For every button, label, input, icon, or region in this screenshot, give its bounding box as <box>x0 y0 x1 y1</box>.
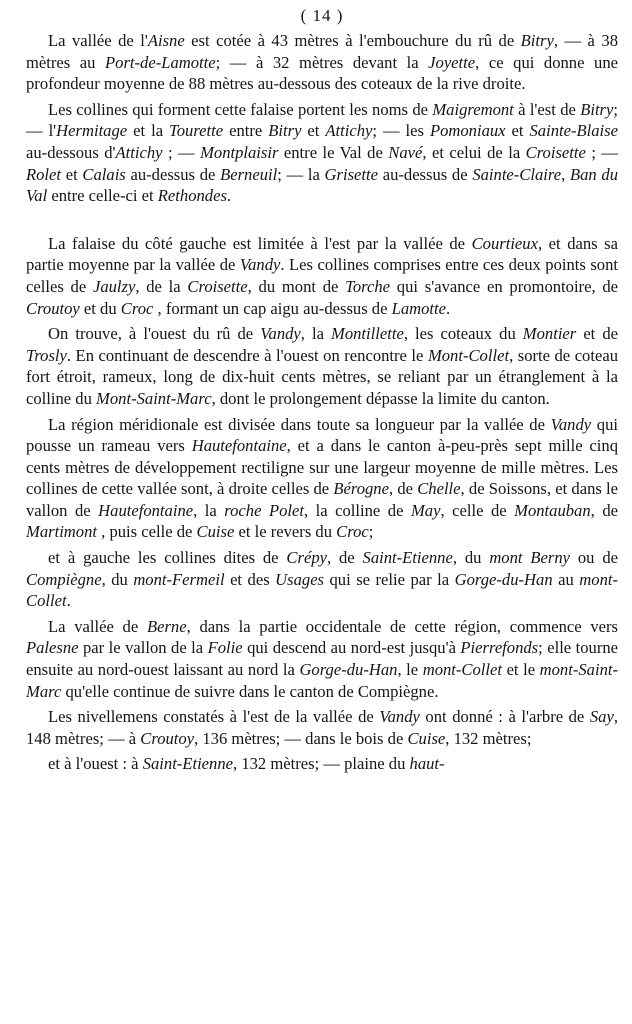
text-run: au-dessus de <box>125 164 221 184</box>
text-run: qui s'avance en promontoire, de <box>390 276 619 296</box>
text-run: , puis celle de <box>97 522 197 542</box>
place-name: Hautefontaine <box>98 500 194 520</box>
place-name: Sainte-Blaise <box>529 121 618 141</box>
text-run: ; — les <box>372 121 430 141</box>
text-run: , 136 mètres; — dans le bois de <box>194 728 408 748</box>
text-run: , <box>561 164 570 184</box>
place-name: Bitry <box>580 99 614 119</box>
place-name: Ban du Val <box>26 164 618 206</box>
place-name: Montier <box>522 324 577 344</box>
place-name: Bitry <box>268 121 302 141</box>
text-run: et du <box>79 298 121 318</box>
place-name: Vandy <box>379 707 420 727</box>
text-run: , du mont de <box>247 276 346 296</box>
text-run: La vallée de l' <box>48 31 148 50</box>
place-name: Croisette <box>525 142 586 162</box>
text-run: , de Soissons, et dans le vallon de <box>26 479 619 520</box>
paragraph-p6 <box>26 547 618 612</box>
place-name: Courtieux <box>471 233 538 253</box>
place-name: May <box>410 500 441 520</box>
text-run: , dont le prolongement dépasse la limite du canton. <box>211 388 550 408</box>
place-name: Crépy <box>286 548 327 568</box>
place-name: roche Polet <box>224 500 304 520</box>
place-name: Gorge-du-Han <box>454 569 553 589</box>
text-run: et <box>505 121 530 141</box>
place-name: Pierrefonds <box>460 638 539 658</box>
place-name: Vandy <box>550 414 592 434</box>
text-run: et <box>301 121 326 141</box>
text-run: , dans la partie occidentale de cette région, commence vers <box>186 616 618 636</box>
place-name: mont-Fermeil <box>133 569 225 589</box>
place-name: Berne <box>146 616 187 636</box>
text-run: La région méridionale est divisée dans toute sa longueur par la vallée de <box>48 414 551 434</box>
text-run: ; <box>368 522 374 542</box>
text-run: , du <box>101 569 134 589</box>
place-name: Vandy <box>239 255 281 275</box>
text-run: ; elle tourne ensuite au nord-ouest laissant au nord la <box>26 638 619 680</box>
place-name: mont Berny <box>489 548 570 568</box>
text-run: ; — à 32 mètres devant la <box>215 52 429 72</box>
place-name: Croutoy <box>140 728 195 748</box>
place-name: Saint-Etienne <box>362 548 453 568</box>
page-number: ( 14 ) <box>300 6 344 25</box>
text-run: au-dessous d' <box>26 142 116 162</box>
text-run: , celle de <box>440 500 515 520</box>
text-run: , 132 mètres; <box>445 728 532 748</box>
place-name: Sainte-Claire <box>472 164 562 184</box>
place-name: Berneuil <box>220 164 278 184</box>
place-name: Croisette <box>187 276 248 296</box>
text-run: , — à 38 mètres au <box>26 31 618 72</box>
text-run: par le vallon de la <box>78 638 208 658</box>
place-name: Hermitage <box>56 121 128 141</box>
place-name: Mont-Collet <box>427 345 510 365</box>
text-run: et à gauche les collines dites de <box>48 548 287 568</box>
text-run: , sorte de coteau fort étroit, rameux, long de dix-huit cents mètres, se reliant par un étranglement à la colline du <box>26 345 618 408</box>
place-name: Trosly <box>26 345 67 365</box>
place-name: Montillette <box>331 324 404 344</box>
place-name: haut- <box>409 754 445 774</box>
text-run: et à l'ouest : à <box>48 754 143 774</box>
text-run: . Les collines comprises entre ces deux points sont celles de <box>26 255 618 296</box>
place-name: Jaulzy <box>92 276 136 296</box>
place-name: Maigremont <box>432 99 514 119</box>
text-run: et de <box>576 324 618 344</box>
text-run: , le <box>397 660 423 680</box>
text-run: , de <box>590 500 618 520</box>
place-name: Navé <box>388 142 423 162</box>
place-name: Joyette <box>428 52 476 72</box>
text-run: ; — l' <box>26 99 619 141</box>
text-run: , de <box>388 479 418 499</box>
text-run: , la colline de <box>303 500 411 520</box>
text-run: , 132 mètres; — plaine du <box>233 754 410 774</box>
text-run: entre celle-ci et <box>47 186 158 206</box>
place-name: Rolet <box>26 164 62 184</box>
paragraph-p7 <box>26 616 618 702</box>
paragraph-p8 <box>26 706 618 749</box>
text-run: . En continuant de descendre à l'ouest on rencontre le <box>66 345 428 365</box>
place-name: Croc <box>336 522 369 542</box>
text-run: ou de <box>570 548 618 568</box>
text-run: qui se relie par la <box>324 569 455 589</box>
text-run: , ce qui donne une profondeur moyenne de 88 mètres au-dessous des coteaux de la rive droite. <box>26 52 618 94</box>
text-run: et le <box>502 660 540 680</box>
text-run: , et celui de la <box>422 142 526 162</box>
place-name: Folie <box>207 638 243 658</box>
place-name: mont-Collet <box>26 569 619 611</box>
text-run: entre le Val de <box>278 142 389 162</box>
text-run: , 148 mètres; — à <box>26 707 618 748</box>
paragraph-p1 <box>26 30 618 95</box>
text-run: , de <box>326 548 363 568</box>
place-name: Compiègne <box>26 569 102 589</box>
text-run: , de la <box>135 276 188 296</box>
text-run: , et a dans le canton à-peu-près sept mille cinq cents mètres de développement rectiligne sur une largeur moyenne de mille mètres. Les collines de cette vallée sont, à droite celles de <box>26 436 618 499</box>
text-run: ont donné : à l'arbre de <box>419 707 590 727</box>
place-name: Vandy <box>260 324 301 344</box>
text-run: ; — la <box>277 164 325 184</box>
text-run: qui descend au nord-est jusqu'à <box>242 638 461 658</box>
place-name: Rethondes <box>157 186 227 206</box>
place-name: Cuise <box>407 728 446 748</box>
text-run: est cotée à 43 mètres à l'embouchure du rû de <box>184 31 521 50</box>
text-run: , formant un cap aigu au-dessus de <box>153 298 392 318</box>
place-name: Usages <box>275 569 325 589</box>
text-run: . <box>446 298 451 318</box>
text-run: . <box>66 591 71 611</box>
text-run: à l'est de <box>513 99 581 119</box>
text-run: , la <box>300 324 332 344</box>
text-run: au <box>552 569 580 589</box>
place-name: Mont-Saint-Marc <box>96 388 212 408</box>
text-run: et le revers du <box>234 522 337 542</box>
text-run: , du <box>452 548 490 568</box>
text-run: et la <box>127 121 170 141</box>
place-name: Aisne <box>147 31 185 50</box>
text-run: qu'elle continue de suivre dans le canton de Compiègne. <box>61 681 439 701</box>
place-name: Cuise <box>196 522 235 542</box>
text-run: On trouve, à l'ouest du rû de <box>48 324 261 344</box>
text-run: et des <box>224 569 276 589</box>
place-name: Grisette <box>324 164 378 184</box>
text-run: au-dessus de <box>378 164 473 184</box>
place-name: Port-de-Lamotte <box>105 52 216 72</box>
place-name: Torche <box>345 276 391 296</box>
text-run: ; — <box>162 142 201 162</box>
paragraph-p2 <box>26 99 618 207</box>
place-name: Martimont <box>26 522 97 542</box>
place-name: Croutoy <box>26 298 80 318</box>
text-run: , et dans sa partie moyenne par la vallée de <box>26 233 618 275</box>
place-name: Montauban <box>514 500 591 520</box>
paragraph-p4 <box>26 323 618 409</box>
place-name: Calais <box>82 164 126 184</box>
place-name: Palesne <box>26 638 79 658</box>
place-name: Croc <box>120 298 154 318</box>
place-name: Attichy <box>325 121 373 141</box>
text-run: qui pousse un rameau vers <box>26 414 618 456</box>
text-run: La vallée de <box>48 616 147 636</box>
text-run: ; — <box>585 142 618 162</box>
place-name: Attichy <box>115 142 163 162</box>
place-name: Chelle <box>417 479 461 499</box>
paragraph-p5 <box>26 414 618 544</box>
body-text <box>26 30 618 775</box>
place-name: Bérogne <box>333 479 389 499</box>
place-name: Pomoniaux <box>429 121 506 141</box>
place-name: Lamotte <box>391 298 447 318</box>
text-run: , les coteaux du <box>403 324 523 344</box>
place-name: mont-Collet <box>422 660 502 680</box>
place-name: Gorge-du-Han <box>299 660 398 680</box>
paragraph-p9 <box>26 753 618 775</box>
text-run: et <box>61 164 83 184</box>
text-run: , la <box>193 500 225 520</box>
place-name: Say <box>589 707 614 727</box>
text-run: Les collines qui forment cette falaise portent les noms de <box>48 99 433 119</box>
text-run: La falaise du côté gauche est limitée à l'est par la vallée de <box>48 233 472 253</box>
paragraph-p3 <box>26 233 618 319</box>
place-name: Saint-Etienne <box>142 754 234 774</box>
place-name: Tourette <box>169 121 224 141</box>
place-name: Montplaisir <box>200 142 279 162</box>
text-run: Les nivellemens constatés à l'est de la vallée de <box>48 707 380 727</box>
text-run: entre <box>223 121 269 141</box>
place-name: Hautefontaine <box>191 436 287 456</box>
place-name: Bitry <box>520 31 554 50</box>
place-name: mont-Saint-Marc <box>26 660 619 701</box>
text-run: . <box>226 186 232 206</box>
